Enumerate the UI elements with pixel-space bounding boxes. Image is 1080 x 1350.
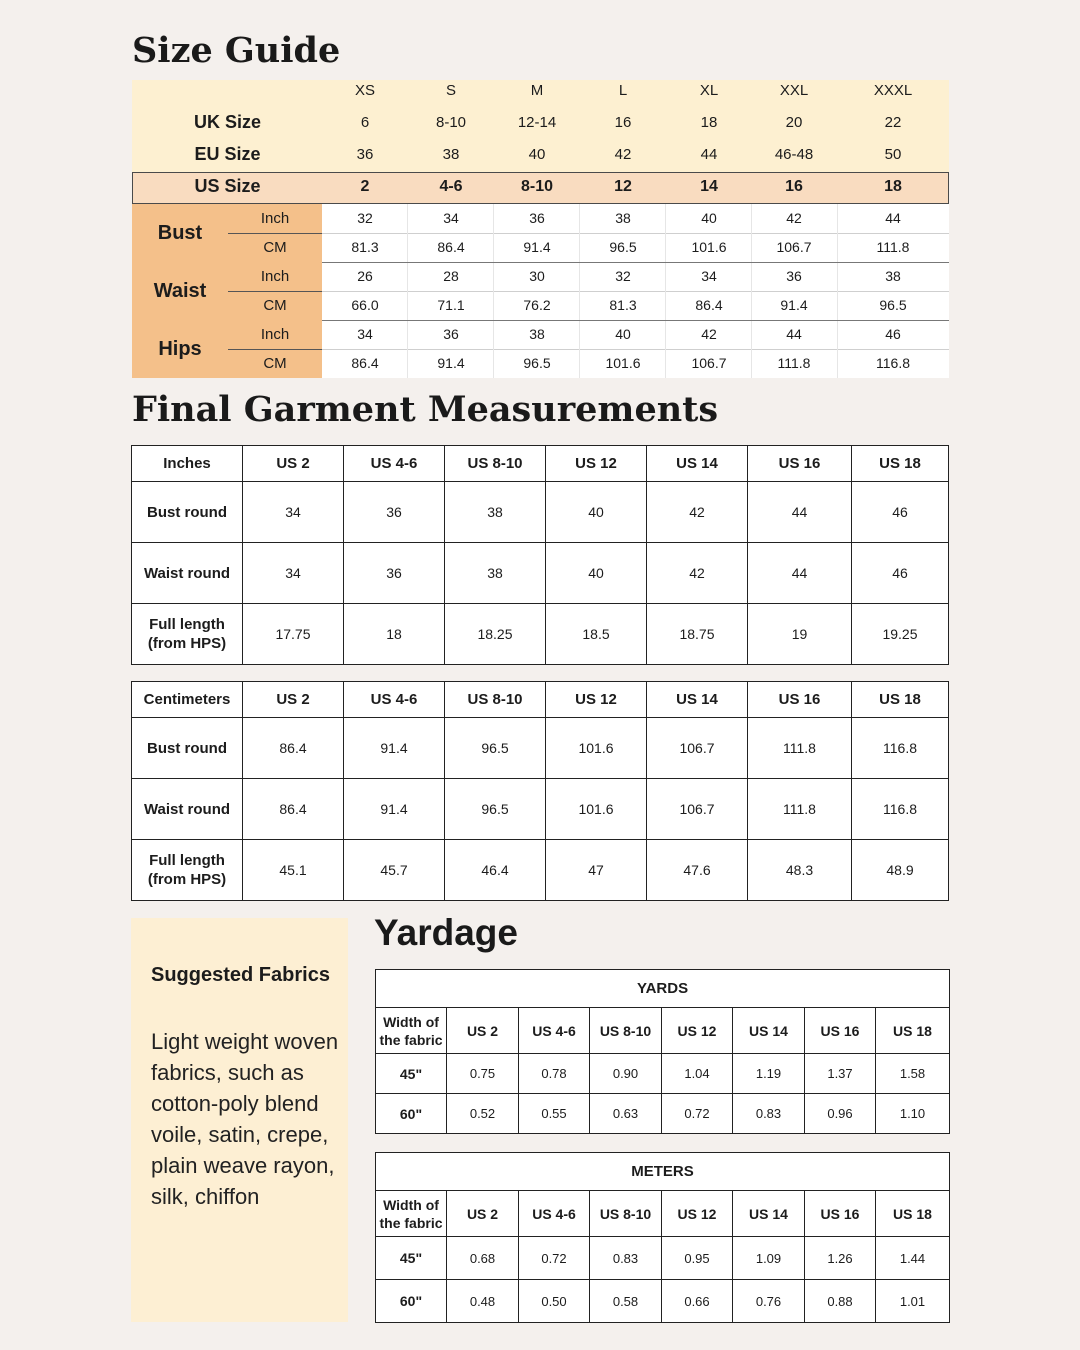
cm-value: 91.4 — [780, 297, 808, 313]
measurement-name: Waist — [153, 280, 207, 302]
value-cell: 0.96 — [805, 1094, 876, 1134]
us-size-cell: 12 — [614, 178, 632, 195]
row-label: Bust round — [132, 482, 243, 543]
value-cell: 45.7 — [344, 840, 445, 901]
table-caption: METERS — [376, 1153, 950, 1191]
size-header: US 4-6 — [519, 1191, 590, 1237]
size-header: US 18 — [852, 446, 949, 482]
eu-size-cell: 50 — [884, 146, 902, 163]
column-divider — [579, 262, 580, 320]
value-cell: 36 — [344, 543, 445, 604]
uk-size-cell: 18 — [700, 114, 718, 131]
value-cell: 48.9 — [852, 840, 949, 901]
size-header: US 2 — [243, 446, 344, 482]
cm-value: 96.5 — [879, 297, 907, 313]
value-cell: 0.75 — [447, 1054, 519, 1094]
uk-size-cell: 8-10 — [435, 114, 467, 131]
value-cell: 91.4 — [344, 779, 445, 840]
cm-value: 96.5 — [523, 355, 551, 371]
value-cell: 18.5 — [546, 604, 647, 665]
value-cell: 36 — [344, 482, 445, 543]
inch-value: 38 — [529, 326, 545, 342]
size-header: US 4-6 — [344, 446, 445, 482]
suggested-fabrics-panel — [131, 918, 348, 1322]
size-header: US 12 — [546, 682, 647, 718]
us-size-cell: 4-6 — [439, 178, 463, 195]
table-row — [376, 1094, 950, 1134]
value-cell: 0.88 — [805, 1280, 876, 1323]
value-cell: 96.5 — [445, 779, 546, 840]
value-cell: 0.76 — [733, 1280, 805, 1323]
letters-size-cell: L — [618, 82, 628, 99]
value-cell: 1.37 — [805, 1054, 876, 1094]
fabric-width-label: 60" — [376, 1094, 447, 1134]
value-cell: 1.19 — [733, 1054, 805, 1094]
size-header: US 16 — [748, 446, 852, 482]
cm-value: 116.8 — [876, 355, 910, 371]
value-cell: 1.58 — [876, 1054, 950, 1094]
measurement-group — [132, 262, 949, 320]
value-cell: 34 — [243, 543, 344, 604]
row-label: Bust round — [132, 718, 243, 779]
column-divider — [493, 262, 494, 320]
size-header: US 16 — [748, 682, 852, 718]
value-cell: 38 — [445, 482, 546, 543]
column-divider — [837, 262, 838, 320]
value-cell: 0.63 — [590, 1094, 662, 1134]
table-row — [376, 1237, 950, 1280]
header-row — [132, 682, 949, 718]
value-cell: 48.3 — [748, 840, 852, 901]
cm-value: 76.2 — [523, 297, 551, 313]
value-cell: 19 — [748, 604, 852, 665]
yardage-yards-table — [375, 969, 950, 1134]
column-divider — [837, 204, 838, 262]
uk-size-cell: 20 — [785, 114, 803, 131]
size-header: US 14 — [647, 446, 748, 482]
inch-value: 26 — [357, 268, 373, 284]
cm-value: 91.4 — [523, 239, 551, 255]
column-divider — [665, 204, 666, 262]
inch-value: 36 — [786, 268, 802, 284]
inch-value: 46 — [885, 326, 901, 342]
inch-value: 44 — [786, 326, 802, 342]
value-cell: 101.6 — [546, 718, 647, 779]
eu-size-cell: 42 — [614, 146, 632, 163]
size-header: US 14 — [733, 1191, 805, 1237]
value-cell: 111.8 — [748, 779, 852, 840]
suggested-fabrics-title: Suggested Fabrics — [151, 964, 330, 986]
size-header: US 2 — [447, 1191, 519, 1237]
value-cell: 0.58 — [590, 1280, 662, 1323]
uk-size-cell: 6 — [360, 114, 370, 131]
eu-size-cell: 36 — [356, 146, 374, 163]
value-cell: 0.55 — [519, 1094, 590, 1134]
size-header: US 12 — [662, 1008, 733, 1054]
cm-value: 66.0 — [351, 297, 379, 313]
column-divider — [665, 262, 666, 320]
suggested-fabrics-text: Light weight woven fabrics, such as cotton-poly blend voile, satin, crepe, plain weave rayon, silk, chiffon — [151, 1029, 339, 1209]
table-row — [132, 840, 949, 901]
value-cell: 1.01 — [876, 1280, 950, 1323]
measurement-unit: Inch — [260, 210, 290, 227]
cm-value: 106.7 — [776, 239, 812, 255]
value-cell: 47.6 — [647, 840, 748, 901]
header-row — [376, 1008, 950, 1054]
measurement-unit: CM — [263, 297, 287, 314]
fabric-width-label: 60" — [376, 1280, 447, 1323]
table-row — [132, 604, 949, 665]
caption-row — [376, 970, 950, 1008]
measurement-unit: Inch — [260, 326, 290, 343]
inch-value: 32 — [615, 268, 631, 284]
yardage-meters-table — [375, 1152, 950, 1323]
row-label: Full length (from HPS) — [132, 604, 243, 665]
eu-size-cell: 44 — [700, 146, 718, 163]
cm-value: 91.4 — [437, 355, 465, 371]
size-header: US 4-6 — [344, 682, 445, 718]
inch-value: 38 — [885, 268, 901, 284]
inch-value: 42 — [701, 326, 717, 342]
value-cell: 38 — [445, 543, 546, 604]
cm-value: 86.4 — [351, 355, 379, 371]
value-cell: 0.95 — [662, 1237, 733, 1280]
value-cell: 18 — [344, 604, 445, 665]
row-label: Waist round — [132, 543, 243, 604]
column-divider — [751, 320, 752, 378]
eu-size-cell: 38 — [442, 146, 460, 163]
value-cell: 42 — [647, 482, 748, 543]
column-divider — [579, 320, 580, 378]
us-size-cell: 16 — [785, 178, 803, 195]
value-cell: 45.1 — [243, 840, 344, 901]
size-header: US 8-10 — [590, 1191, 662, 1237]
value-cell: 44 — [748, 482, 852, 543]
measurement-name: Hips — [158, 338, 202, 360]
row-label: Full length (from HPS) — [132, 840, 243, 901]
value-cell: 46 — [852, 543, 949, 604]
header-row — [376, 1191, 950, 1237]
table-row — [132, 543, 949, 604]
value-cell: 40 — [546, 482, 647, 543]
cm-value: 86.4 — [437, 239, 465, 255]
value-cell: 1.44 — [876, 1237, 950, 1280]
size-header: US 8-10 — [445, 682, 546, 718]
uk-size-cell: 22 — [884, 114, 902, 131]
value-cell: 96.5 — [445, 718, 546, 779]
cm-value: 81.3 — [609, 297, 637, 313]
value-cell: 106.7 — [647, 718, 748, 779]
column-divider — [837, 320, 838, 378]
table-row — [376, 1280, 950, 1323]
value-cell: 0.83 — [733, 1094, 805, 1134]
final-garment-title: Final Garment Measurements — [132, 389, 719, 430]
size-guide-title: Size Guide — [132, 30, 341, 71]
letters-size-cell: XL — [699, 82, 719, 99]
garment-inches-table — [131, 445, 949, 665]
caption-row — [376, 1153, 950, 1191]
yardage-title: Yardage — [374, 912, 518, 953]
table-row — [132, 718, 949, 779]
inch-value: 34 — [443, 210, 459, 226]
inch-value: 44 — [885, 210, 901, 226]
cm-value: 81.3 — [351, 239, 379, 255]
value-cell: 47 — [546, 840, 647, 901]
size-header: US 8-10 — [590, 1008, 662, 1054]
value-cell: 0.66 — [662, 1280, 733, 1323]
column-divider — [493, 320, 494, 378]
value-cell: 1.10 — [876, 1094, 950, 1134]
eu-size-cell: 40 — [528, 146, 546, 163]
measurement-group — [132, 320, 949, 378]
measurement-unit: Inch — [260, 268, 290, 285]
inch-value: 36 — [529, 210, 545, 226]
table-row — [132, 779, 949, 840]
value-cell: 86.4 — [243, 779, 344, 840]
table-caption: YARDS — [376, 970, 950, 1008]
table-row — [376, 1054, 950, 1094]
column-divider — [751, 262, 752, 320]
inch-value: 28 — [443, 268, 459, 284]
corner-label: Centimeters — [132, 682, 243, 718]
value-cell: 0.78 — [519, 1054, 590, 1094]
value-cell: 19.25 — [852, 604, 949, 665]
value-cell: 1.09 — [733, 1237, 805, 1280]
value-cell: 101.6 — [546, 779, 647, 840]
size-row-label: EU Size — [194, 144, 261, 164]
letters-size-cell: S — [445, 82, 456, 99]
inch-value: 34 — [701, 268, 717, 284]
us-size-cell: 18 — [884, 178, 902, 195]
cm-value: 101.6 — [691, 239, 727, 255]
cm-value: 71.1 — [437, 297, 465, 313]
measurement-unit: CM — [263, 239, 287, 256]
value-cell: 0.83 — [590, 1237, 662, 1280]
cm-value: 101.6 — [605, 355, 641, 371]
eu-size-cell: 46-48 — [774, 146, 814, 163]
cm-value: 111.8 — [777, 355, 811, 371]
value-cell: 46 — [852, 482, 949, 543]
size-header: US 18 — [876, 1191, 950, 1237]
column-divider — [665, 320, 666, 378]
size-row-label: UK Size — [193, 112, 262, 132]
inch-value: 34 — [357, 326, 373, 342]
size-header: US 18 — [852, 682, 949, 718]
column-divider — [407, 204, 408, 262]
value-cell: 17.75 — [243, 604, 344, 665]
width-of-fabric-label: Width of the fabric — [376, 1008, 447, 1054]
value-cell: 111.8 — [748, 718, 852, 779]
measurement-name: Bust — [157, 222, 203, 244]
row-label: Waist round — [132, 779, 243, 840]
size-header: US 2 — [243, 682, 344, 718]
size-header: US 8-10 — [445, 446, 546, 482]
uk-size-cell: 12-14 — [517, 114, 557, 131]
value-cell: 86.4 — [243, 718, 344, 779]
value-cell: 40 — [546, 543, 647, 604]
size-row-label: US Size — [194, 176, 261, 196]
inch-value: 32 — [357, 210, 373, 226]
letters-size-cell: XXL — [779, 82, 809, 99]
size-header: US 2 — [447, 1008, 519, 1054]
size-header: US 16 — [805, 1008, 876, 1054]
column-divider — [407, 262, 408, 320]
cm-value: 111.8 — [876, 239, 910, 255]
column-divider — [751, 204, 752, 262]
letters-size-cell: XXXL — [873, 82, 913, 99]
measurement-unit: CM — [263, 355, 287, 372]
table-row — [132, 482, 949, 543]
value-cell: 46.4 — [445, 840, 546, 901]
column-divider — [407, 320, 408, 378]
measurement-group — [132, 204, 949, 262]
cm-value: 106.7 — [691, 355, 727, 371]
garment-centimeters-table — [131, 681, 949, 901]
value-cell: 116.8 — [852, 779, 949, 840]
value-cell: 0.90 — [590, 1054, 662, 1094]
size-header: US 14 — [733, 1008, 805, 1054]
fabric-width-label: 45" — [376, 1237, 447, 1280]
size-header: US 18 — [876, 1008, 950, 1054]
inch-value: 38 — [615, 210, 631, 226]
letters-size-cell: XS — [354, 82, 375, 99]
value-cell: 44 — [748, 543, 852, 604]
value-cell: 91.4 — [344, 718, 445, 779]
size-header: US 12 — [546, 446, 647, 482]
group-separator — [322, 262, 949, 263]
us-size-cell: 8-10 — [520, 178, 554, 195]
letters-size-cell: M — [530, 82, 544, 99]
fabric-width-label: 45" — [376, 1054, 447, 1094]
inch-value: 30 — [529, 268, 545, 284]
value-cell: 18.75 — [647, 604, 748, 665]
column-divider — [579, 204, 580, 262]
value-cell: 34 — [243, 482, 344, 543]
size-guide-table — [132, 80, 949, 377]
us-size-cell: 14 — [700, 178, 718, 195]
value-cell: 0.52 — [447, 1094, 519, 1134]
value-cell: 1.26 — [805, 1237, 876, 1280]
size-header: US 4-6 — [519, 1008, 590, 1054]
value-cell: 1.04 — [662, 1054, 733, 1094]
width-of-fabric-label: Width of the fabric — [376, 1191, 447, 1237]
value-cell: 42 — [647, 543, 748, 604]
value-cell: 0.72 — [519, 1237, 590, 1280]
us-size-cell: 2 — [360, 178, 370, 195]
cm-value: 86.4 — [695, 297, 723, 313]
size-header: US 12 — [662, 1191, 733, 1237]
value-cell: 116.8 — [852, 718, 949, 779]
value-cell: 0.50 — [519, 1280, 590, 1323]
inch-value: 40 — [701, 210, 717, 226]
value-cell: 106.7 — [647, 779, 748, 840]
size-header: US 14 — [647, 682, 748, 718]
value-cell: 18.25 — [445, 604, 546, 665]
inch-value: 40 — [615, 326, 631, 342]
uk-size-cell: 16 — [614, 114, 632, 131]
inch-value: 42 — [786, 210, 802, 226]
header-row — [132, 446, 949, 482]
group-separator — [322, 320, 949, 321]
corner-label: Inches — [132, 446, 243, 482]
cm-value: 96.5 — [609, 239, 637, 255]
size-header: US 16 — [805, 1191, 876, 1237]
column-divider — [493, 204, 494, 262]
inch-value: 36 — [443, 326, 459, 342]
value-cell: 0.72 — [662, 1094, 733, 1134]
value-cell: 0.48 — [447, 1280, 519, 1323]
body-measurements — [132, 204, 949, 377]
value-cell: 0.68 — [447, 1237, 519, 1280]
